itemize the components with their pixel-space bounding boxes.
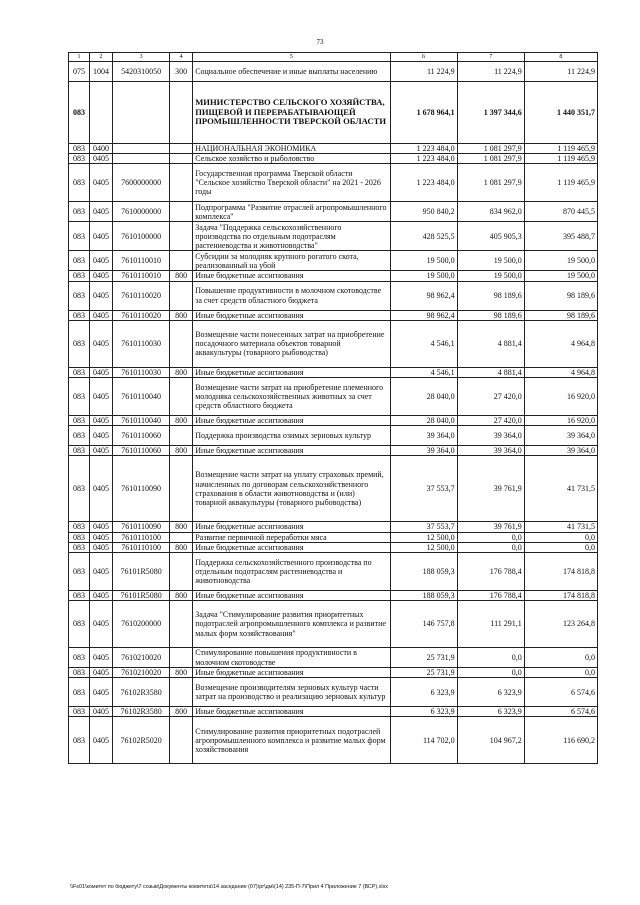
ministry-code-cell: 083 (69, 202, 90, 222)
amount-year1-cell: 19 500,0 (390, 251, 457, 271)
amount-year2-cell: 1 081 297,9 (457, 154, 524, 164)
amount-year3-cell: 39 364,0 (524, 446, 597, 456)
target-article-cell (113, 144, 170, 154)
section-code-cell: 0405 (90, 251, 113, 271)
table-row (69, 601, 598, 648)
target-article-cell: 7610110020 (113, 310, 170, 320)
amount-year2-cell: 11 224,9 (457, 62, 524, 82)
table-row (69, 415, 598, 425)
ministry-code-cell: 083 (69, 367, 90, 377)
table-row (69, 144, 598, 154)
item-name-cell: Подпрограмма "Развитие отраслей агропромышленного комплекса" (193, 202, 390, 222)
ministry-code-cell: 083 (69, 144, 90, 154)
amount-year3-cell: 174 818,8 (524, 552, 597, 590)
section-code-cell: 0405 (90, 601, 113, 648)
amount-year1-cell: 6 323,9 (390, 707, 457, 717)
ministry-code-cell: 083 (69, 590, 90, 600)
target-article-cell: 7610110100 (113, 542, 170, 552)
item-name-cell: НАЦИОНАЛЬНАЯ ЭКОНОМИКА (193, 144, 390, 154)
section-code-cell: 0405 (90, 154, 113, 164)
table-row (69, 222, 598, 251)
table-row (69, 202, 598, 222)
table-row (69, 251, 598, 271)
amount-year1-cell: 19 500,0 (390, 271, 457, 281)
table-row (69, 281, 598, 310)
target-article-cell: 7610110040 (113, 377, 170, 415)
amount-year2-cell: 111 291,1 (457, 601, 524, 648)
section-code-cell: 0405 (90, 552, 113, 590)
amount-year2-cell: 1 397 344,6 (457, 82, 524, 144)
section-code-cell: 0405 (90, 222, 113, 251)
item-name-cell: Иные бюджетные ассигнования (193, 707, 390, 717)
expense-type-cell: 800 (170, 522, 193, 532)
amount-year3-cell: 1 119 465,9 (524, 164, 597, 202)
target-article-cell: 7610110100 (113, 532, 170, 542)
section-code-cell: 0405 (90, 320, 113, 367)
item-name-cell: Поддержка сельскохозяйственного производства по отдельным подотраслям растениеводства и животноводства (193, 552, 390, 590)
section-code-cell: 0405 (90, 678, 113, 707)
ministry-code-cell: 083 (69, 648, 90, 668)
ministry-code-cell: 083 (69, 415, 90, 425)
amount-year1-cell: 1 223 484,0 (390, 164, 457, 202)
amount-year1-cell: 428 525,5 (390, 222, 457, 251)
amount-year2-cell: 0,0 (457, 648, 524, 668)
item-name-cell: Возмещение части затрат на уплату страховых премий, начисленных по договорам сельскохозяйственного страхования в области животноводства и (или) товарной аквакультуры (товарного рыбоводства) (193, 456, 390, 522)
item-name-cell: Иные бюджетные ассигнования (193, 668, 390, 678)
amount-year3-cell: 1 119 465,9 (524, 154, 597, 164)
table-row (69, 310, 598, 320)
table-row (69, 542, 598, 552)
amount-year2-cell: 176 788,4 (457, 552, 524, 590)
target-article-cell: 7610110060 (113, 446, 170, 456)
ministry-code-cell: 083 (69, 601, 90, 648)
amount-year2-cell: 4 881,4 (457, 320, 524, 367)
expense-type-cell: 800 (170, 542, 193, 552)
target-article-cell: 7610200000 (113, 601, 170, 648)
section-code-cell: 0405 (90, 446, 113, 456)
target-article-cell: 5420310050 (113, 62, 170, 82)
expense-type-cell (170, 648, 193, 668)
item-name-cell: Повышение продуктивности в молочном скотоводстве за счет средств областного бюджета (193, 281, 390, 310)
item-name-cell: Поддержка производства озимых зерновых культур (193, 426, 390, 446)
amount-year1-cell: 1 223 484,0 (390, 154, 457, 164)
table-row (69, 426, 598, 446)
ministry-code-cell: 083 (69, 678, 90, 707)
amount-year2-cell: 98 189,6 (457, 310, 524, 320)
column-number: 4 (170, 53, 193, 62)
section-code-cell: 0405 (90, 456, 113, 522)
table-row (69, 678, 598, 707)
amount-year1-cell: 4 546,1 (390, 320, 457, 367)
amount-year3-cell: 0,0 (524, 668, 597, 678)
table-row (69, 62, 598, 82)
expense-type-cell (170, 251, 193, 271)
amount-year1-cell: 11 224,9 (390, 62, 457, 82)
item-name-cell: Субсидии за молодняк крупного рогатого скота, реализованный на убой (193, 251, 390, 271)
table-row (69, 320, 598, 367)
expense-type-cell: 800 (170, 415, 193, 425)
amount-year3-cell: 6 574,6 (524, 678, 597, 707)
ministry-code-cell: 083 (69, 446, 90, 456)
table-row (69, 552, 598, 590)
amount-year3-cell: 4 964,8 (524, 320, 597, 367)
ministry-code-cell: 083 (69, 281, 90, 310)
table-row (69, 367, 598, 377)
amount-year2-cell: 39 761,9 (457, 456, 524, 522)
column-number: 6 (390, 53, 457, 62)
item-name-cell: Задача "Поддержка сельскохозяйственного производства по отдельным подотраслям растениеводства и животноводства" (193, 222, 390, 251)
amount-year1-cell: 37 553,7 (390, 522, 457, 532)
expense-type-cell (170, 222, 193, 251)
section-code-cell: 0405 (90, 668, 113, 678)
item-name-cell: Возмещение части понесенных затрат на приобретение посадочного материала объектов товарной аквакультуры (товарного рыбоводства) (193, 320, 390, 367)
section-code-cell: 0405 (90, 415, 113, 425)
expense-type-cell (170, 601, 193, 648)
target-article-cell: 7610110030 (113, 367, 170, 377)
amount-year1-cell: 146 757,8 (390, 601, 457, 648)
amount-year1-cell: 950 840,2 (390, 202, 457, 222)
amount-year3-cell: 41 731,5 (524, 456, 597, 522)
expense-type-cell: 800 (170, 590, 193, 600)
amount-year2-cell: 0,0 (457, 668, 524, 678)
amount-year2-cell: 98 189,6 (457, 281, 524, 310)
amount-year2-cell: 6 323,9 (457, 678, 524, 707)
amount-year3-cell: 1 119 465,9 (524, 144, 597, 154)
ministry-code-cell: 083 (69, 456, 90, 522)
section-code-cell: 0405 (90, 202, 113, 222)
ministry-code-cell: 083 (69, 717, 90, 764)
section-code-cell: 1004 (90, 62, 113, 82)
item-name-cell: Социальное обеспечение и иные выплаты населению (193, 62, 390, 82)
amount-year3-cell: 16 920,0 (524, 415, 597, 425)
item-name-cell: Возмещение производителям зерновых культур части затрат на производство и реализацию зерновых культур (193, 678, 390, 707)
section-code-cell: 0405 (90, 648, 113, 668)
ministry-code-cell: 075 (69, 62, 90, 82)
amount-year1-cell: 37 553,7 (390, 456, 457, 522)
column-number: 3 (113, 53, 170, 62)
expense-type-cell (170, 82, 193, 144)
item-name-cell: Иные бюджетные ассигнования (193, 590, 390, 600)
expense-type-cell: 300 (170, 62, 193, 82)
section-code-cell: 0405 (90, 426, 113, 446)
amount-year3-cell: 0,0 (524, 542, 597, 552)
amount-year3-cell: 98 189,6 (524, 310, 597, 320)
amount-year1-cell: 98 962,4 (390, 281, 457, 310)
expense-type-cell (170, 144, 193, 154)
item-name-cell: Стимулирование повышения продуктивности в молочном скотоводстве (193, 648, 390, 668)
amount-year3-cell: 19 500,0 (524, 271, 597, 281)
amount-year1-cell: 12 500,0 (390, 542, 457, 552)
section-code-cell: 0405 (90, 717, 113, 764)
target-article-cell: 7610210020 (113, 668, 170, 678)
target-article-cell: 7610110060 (113, 426, 170, 446)
expense-type-cell (170, 164, 193, 202)
table-row (69, 648, 598, 668)
amount-year3-cell: 0,0 (524, 532, 597, 542)
target-article-cell: 76102R3580 (113, 707, 170, 717)
table-row (69, 456, 598, 522)
section-code-cell: 0400 (90, 144, 113, 154)
target-article-cell (113, 82, 170, 144)
amount-year1-cell: 12 500,0 (390, 532, 457, 542)
expense-type-cell: 800 (170, 707, 193, 717)
amount-year2-cell: 0,0 (457, 532, 524, 542)
expense-type-cell (170, 377, 193, 415)
ministry-code-cell: 083 (69, 164, 90, 202)
table-row (69, 590, 598, 600)
amount-year1-cell: 25 731,9 (390, 668, 457, 678)
table-row (69, 446, 598, 456)
expense-type-cell: 800 (170, 367, 193, 377)
ministry-code-cell: 083 (69, 154, 90, 164)
file-path-footer: \\Fs01\комитет по бюджету\7 созыв\Документы комитета\14 заседание (07)\рг\дм\(14) 235-П-7\Прил 4 Приложение 7 (ВСР).xlsx (70, 884, 388, 890)
amount-year2-cell: 834 962,0 (457, 202, 524, 222)
amount-year1-cell: 39 364,0 (390, 446, 457, 456)
target-article-cell: 7610110020 (113, 281, 170, 310)
column-number: 1 (69, 53, 90, 62)
expense-type-cell (170, 320, 193, 367)
table-row (69, 532, 598, 542)
item-name-cell: Иные бюджетные ассигнования (193, 415, 390, 425)
amount-year2-cell: 27 420,0 (457, 377, 524, 415)
amount-year2-cell: 405 905,3 (457, 222, 524, 251)
amount-year1-cell: 39 364,0 (390, 426, 457, 446)
expense-type-cell (170, 678, 193, 707)
table-row (69, 271, 598, 281)
amount-year2-cell: 1 081 297,9 (457, 164, 524, 202)
expense-type-cell (170, 456, 193, 522)
table-row (69, 717, 598, 764)
section-code-cell: 0405 (90, 367, 113, 377)
item-name-cell: Развитие первичной переработки мяса (193, 532, 390, 542)
amount-year3-cell: 123 264,8 (524, 601, 597, 648)
amount-year3-cell: 0,0 (524, 648, 597, 668)
table-row (69, 82, 598, 144)
amount-year1-cell: 28 040,0 (390, 415, 457, 425)
amount-year2-cell: 39 364,0 (457, 426, 524, 446)
amount-year1-cell: 4 546,1 (390, 367, 457, 377)
amount-year1-cell: 28 040,0 (390, 377, 457, 415)
ministry-code-cell: 083 (69, 310, 90, 320)
ministry-code-cell: 083 (69, 320, 90, 367)
target-article-cell: 76101R5080 (113, 590, 170, 600)
ministry-code-cell: 083 (69, 552, 90, 590)
section-code-cell: 0405 (90, 542, 113, 552)
table-row (69, 377, 598, 415)
item-name-cell: Задача "Стимулирование развития приоритетных подотраслей агропромышленного комплекса и развитие малых форм хозяйствования" (193, 601, 390, 648)
ministry-code-cell: 083 (69, 522, 90, 532)
item-name-cell: Иные бюджетные ассигнования (193, 367, 390, 377)
expense-type-cell (170, 552, 193, 590)
amount-year3-cell: 116 690,2 (524, 717, 597, 764)
expense-type-cell: 800 (170, 668, 193, 678)
table-row (69, 522, 598, 532)
ministry-code-cell: 083 (69, 532, 90, 542)
target-article-cell: 7610110010 (113, 271, 170, 281)
item-name-cell: Иные бюджетные ассигнования (193, 310, 390, 320)
amount-year2-cell: 0,0 (457, 542, 524, 552)
target-article-cell: 7610110040 (113, 415, 170, 425)
ministry-code-cell: 083 (69, 82, 90, 144)
target-article-cell: 76101R5080 (113, 552, 170, 590)
amount-year1-cell: 1 223 484,0 (390, 144, 457, 154)
amount-year1-cell: 98 962,4 (390, 310, 457, 320)
target-article-cell: 7610100000 (113, 222, 170, 251)
item-name-cell: Государственная программа Тверской области "Сельское хозяйство Тверской области" на 2021 - 2026 годы (193, 164, 390, 202)
target-article-cell: 76102R3580 (113, 678, 170, 707)
amount-year3-cell: 174 818,8 (524, 590, 597, 600)
section-code-cell (90, 82, 113, 144)
amount-year2-cell: 39 761,9 (457, 522, 524, 532)
section-code-cell: 0405 (90, 271, 113, 281)
target-article-cell: 76102R5020 (113, 717, 170, 764)
column-number: 5 (193, 53, 390, 62)
page-number: 73 (316, 38, 324, 46)
ministry-code-cell: 083 (69, 251, 90, 271)
target-article-cell: 7600000000 (113, 164, 170, 202)
item-name-cell: Возмещение части затрат на приобретение племенного молодняка сельскохозяйственных животных за счет средств областного бюджета (193, 377, 390, 415)
section-code-cell: 0405 (90, 590, 113, 600)
ministry-code-cell: 083 (69, 668, 90, 678)
column-number-header (69, 53, 598, 62)
amount-year3-cell: 395 488,7 (524, 222, 597, 251)
amount-year3-cell: 41 731,5 (524, 522, 597, 532)
amount-year3-cell: 4 964,8 (524, 367, 597, 377)
item-name-cell: Иные бюджетные ассигнования (193, 542, 390, 552)
target-article-cell: 7610210020 (113, 648, 170, 668)
expense-type-cell: 800 (170, 271, 193, 281)
budget-table (68, 52, 598, 764)
amount-year2-cell: 1 081 297,9 (457, 144, 524, 154)
expense-type-cell (170, 154, 193, 164)
amount-year2-cell: 6 323,9 (457, 707, 524, 717)
amount-year3-cell: 19 500,0 (524, 251, 597, 271)
expense-type-cell (170, 532, 193, 542)
target-article-cell: 7610110010 (113, 251, 170, 271)
item-name-cell: Иные бюджетные ассигнования (193, 522, 390, 532)
section-code-cell: 0405 (90, 281, 113, 310)
item-name-cell: Сельское хозяйство и рыболовство (193, 154, 390, 164)
amount-year1-cell: 1 678 964,1 (390, 82, 457, 144)
table-row (69, 164, 598, 202)
target-article-cell: 7610000000 (113, 202, 170, 222)
section-code-cell: 0405 (90, 310, 113, 320)
amount-year2-cell: 19 500,0 (457, 251, 524, 271)
amount-year3-cell: 98 189,6 (524, 281, 597, 310)
ministry-code-cell: 083 (69, 707, 90, 717)
section-code-cell: 0405 (90, 532, 113, 542)
section-code-cell: 0405 (90, 522, 113, 532)
item-name-cell: Иные бюджетные ассигнования (193, 446, 390, 456)
expense-type-cell (170, 281, 193, 310)
table-row (69, 668, 598, 678)
target-article-cell: 7610110090 (113, 456, 170, 522)
amount-year3-cell: 870 445,5 (524, 202, 597, 222)
expense-type-cell (170, 426, 193, 446)
amount-year2-cell: 176 788,4 (457, 590, 524, 600)
amount-year3-cell: 11 224,9 (524, 62, 597, 82)
column-number: 2 (90, 53, 113, 62)
expense-type-cell (170, 202, 193, 222)
target-article-cell (113, 154, 170, 164)
ministry-code-cell: 083 (69, 222, 90, 251)
item-name-cell: МИНИСТЕРСТВО СЕЛЬСКОГО ХОЗЯЙСТВА, ПИЩЕВОЙ И ПЕРЕРАБАТЫВАЮЩЕЙ ПРОМЫШЛЕННОСТИ ТВЕРСКОЙ ОБЛАСТИ (193, 82, 390, 144)
target-article-cell: 7610110090 (113, 522, 170, 532)
amount-year1-cell: 25 731,9 (390, 648, 457, 668)
ministry-code-cell: 083 (69, 542, 90, 552)
item-name-cell: Иные бюджетные ассигнования (193, 271, 390, 281)
section-code-cell: 0405 (90, 377, 113, 415)
amount-year3-cell: 39 364,0 (524, 426, 597, 446)
amount-year2-cell: 27 420,0 (457, 415, 524, 425)
item-name-cell: Стимулирование развития приоритетных подотраслей агропромышленного комплекса и развитие малых форм хозяйствования (193, 717, 390, 764)
section-code-cell: 0405 (90, 707, 113, 717)
target-article-cell: 7610110030 (113, 320, 170, 367)
expense-type-cell: 800 (170, 446, 193, 456)
column-number: 8 (524, 53, 597, 62)
amount-year3-cell: 6 574,6 (524, 707, 597, 717)
amount-year1-cell: 188 059,3 (390, 590, 457, 600)
amount-year1-cell: 114 702,0 (390, 717, 457, 764)
expense-type-cell: 800 (170, 310, 193, 320)
amount-year2-cell: 19 500,0 (457, 271, 524, 281)
ministry-code-cell: 083 (69, 271, 90, 281)
amount-year1-cell: 188 059,3 (390, 552, 457, 590)
section-code-cell: 0405 (90, 164, 113, 202)
amount-year3-cell: 1 440 351,7 (524, 82, 597, 144)
ministry-code-cell: 083 (69, 426, 90, 446)
table-row (69, 707, 598, 717)
amount-year2-cell: 4 881,4 (457, 367, 524, 377)
amount-year2-cell: 104 967,2 (457, 717, 524, 764)
ministry-code-cell: 083 (69, 377, 90, 415)
amount-year1-cell: 6 323,9 (390, 678, 457, 707)
amount-year2-cell: 39 364,0 (457, 446, 524, 456)
table-row (69, 154, 598, 164)
expense-type-cell (170, 717, 193, 764)
column-number: 7 (457, 53, 524, 62)
amount-year3-cell: 16 920,0 (524, 377, 597, 415)
